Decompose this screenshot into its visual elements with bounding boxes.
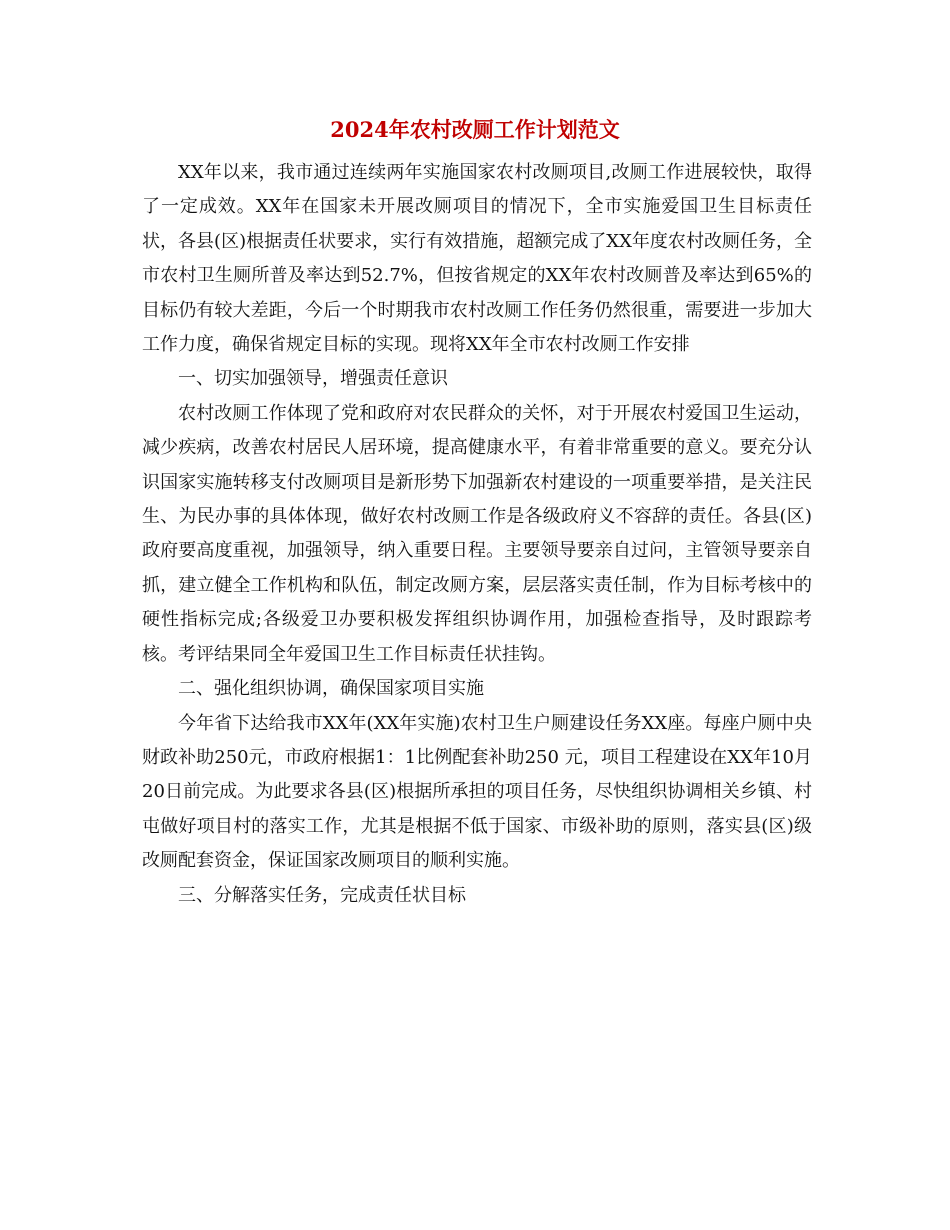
document-title: 2024年农村改厕工作计划范文 [330,117,620,142]
section-heading-1: 一、切实加强领导，增强责任意识 [178,368,448,390]
paragraph-section-2: 今年省下达给我市XX年(XX年实施)农村卫生户厕建设任务XX座。每座户厕中央财政补助250元，市政府根据1：1比例配套补助250 元，项目工程建设在XX年10月20日前完成。为此要求各县(区)根据所承担的项目任务，尽快组织协调相关乡镇、村屯做好项目村的落实工作，尤其是根据不低于国家、市级补助的原则，落实县(区)级改厕配套资金，保证国家改厕项目的顺利实施。 [142,712,812,872]
paragraph-section-1: 农村改厕工作体现了党和政府对农民群众的关怀，对于开展农村爱国卫生运动，减少疾病，改善农村居民人居环境，提高健康水平，有着非常重要的意义。要充分认识国家实施转移支付改厕项目是新形势下加强新农村建设的一项重要举措，是关注民生、为民办事的具体体现，做好农村改厕工作是各级政府义不容辞的责任。各县(区)政府要高度重视，加强领导，纳入重要日程。主要领导要亲自过问，主管领导要亲自抓，建立健全工作机构和队伍，制定改厕方案，层层落实责任制，作为目标考核中的硬性指标完成;各级爱卫办要积极发挥组织协调作用，加强检查指导，及时跟踪考核。考评结果同全年爱国卫生工作目标责任状挂钩。 [142,402,812,665]
document-body [142,156,812,913]
section-heading-3: 三、分解落实任务，完成责任状目标 [178,884,466,906]
section-heading-2: 二、强化组织协调，确保国家项目实施 [178,678,484,700]
paragraph-intro: XX年以来，我市通过连续两年实施国家农村改厕项目,改厕工作进展较快，取得了一定成效。XX年在国家未开展改厕项目的情况下，全市实施爱国卫生目标责任状，各县(区)根据责任状要求，实行有效措施，超额完成了XX年度农村改厕任务，全市农村卫生厕所普及率达到52.7%，但按省规定的XX年农村改厕普及率达到65%的目标仍有较大差距，今后一个时期我市农村改厕工作任务仍然很重，需要进一步加大工作力度，确保省规定目标的实现。现将XX年全市农村改厕工作安排 [142,162,812,356]
